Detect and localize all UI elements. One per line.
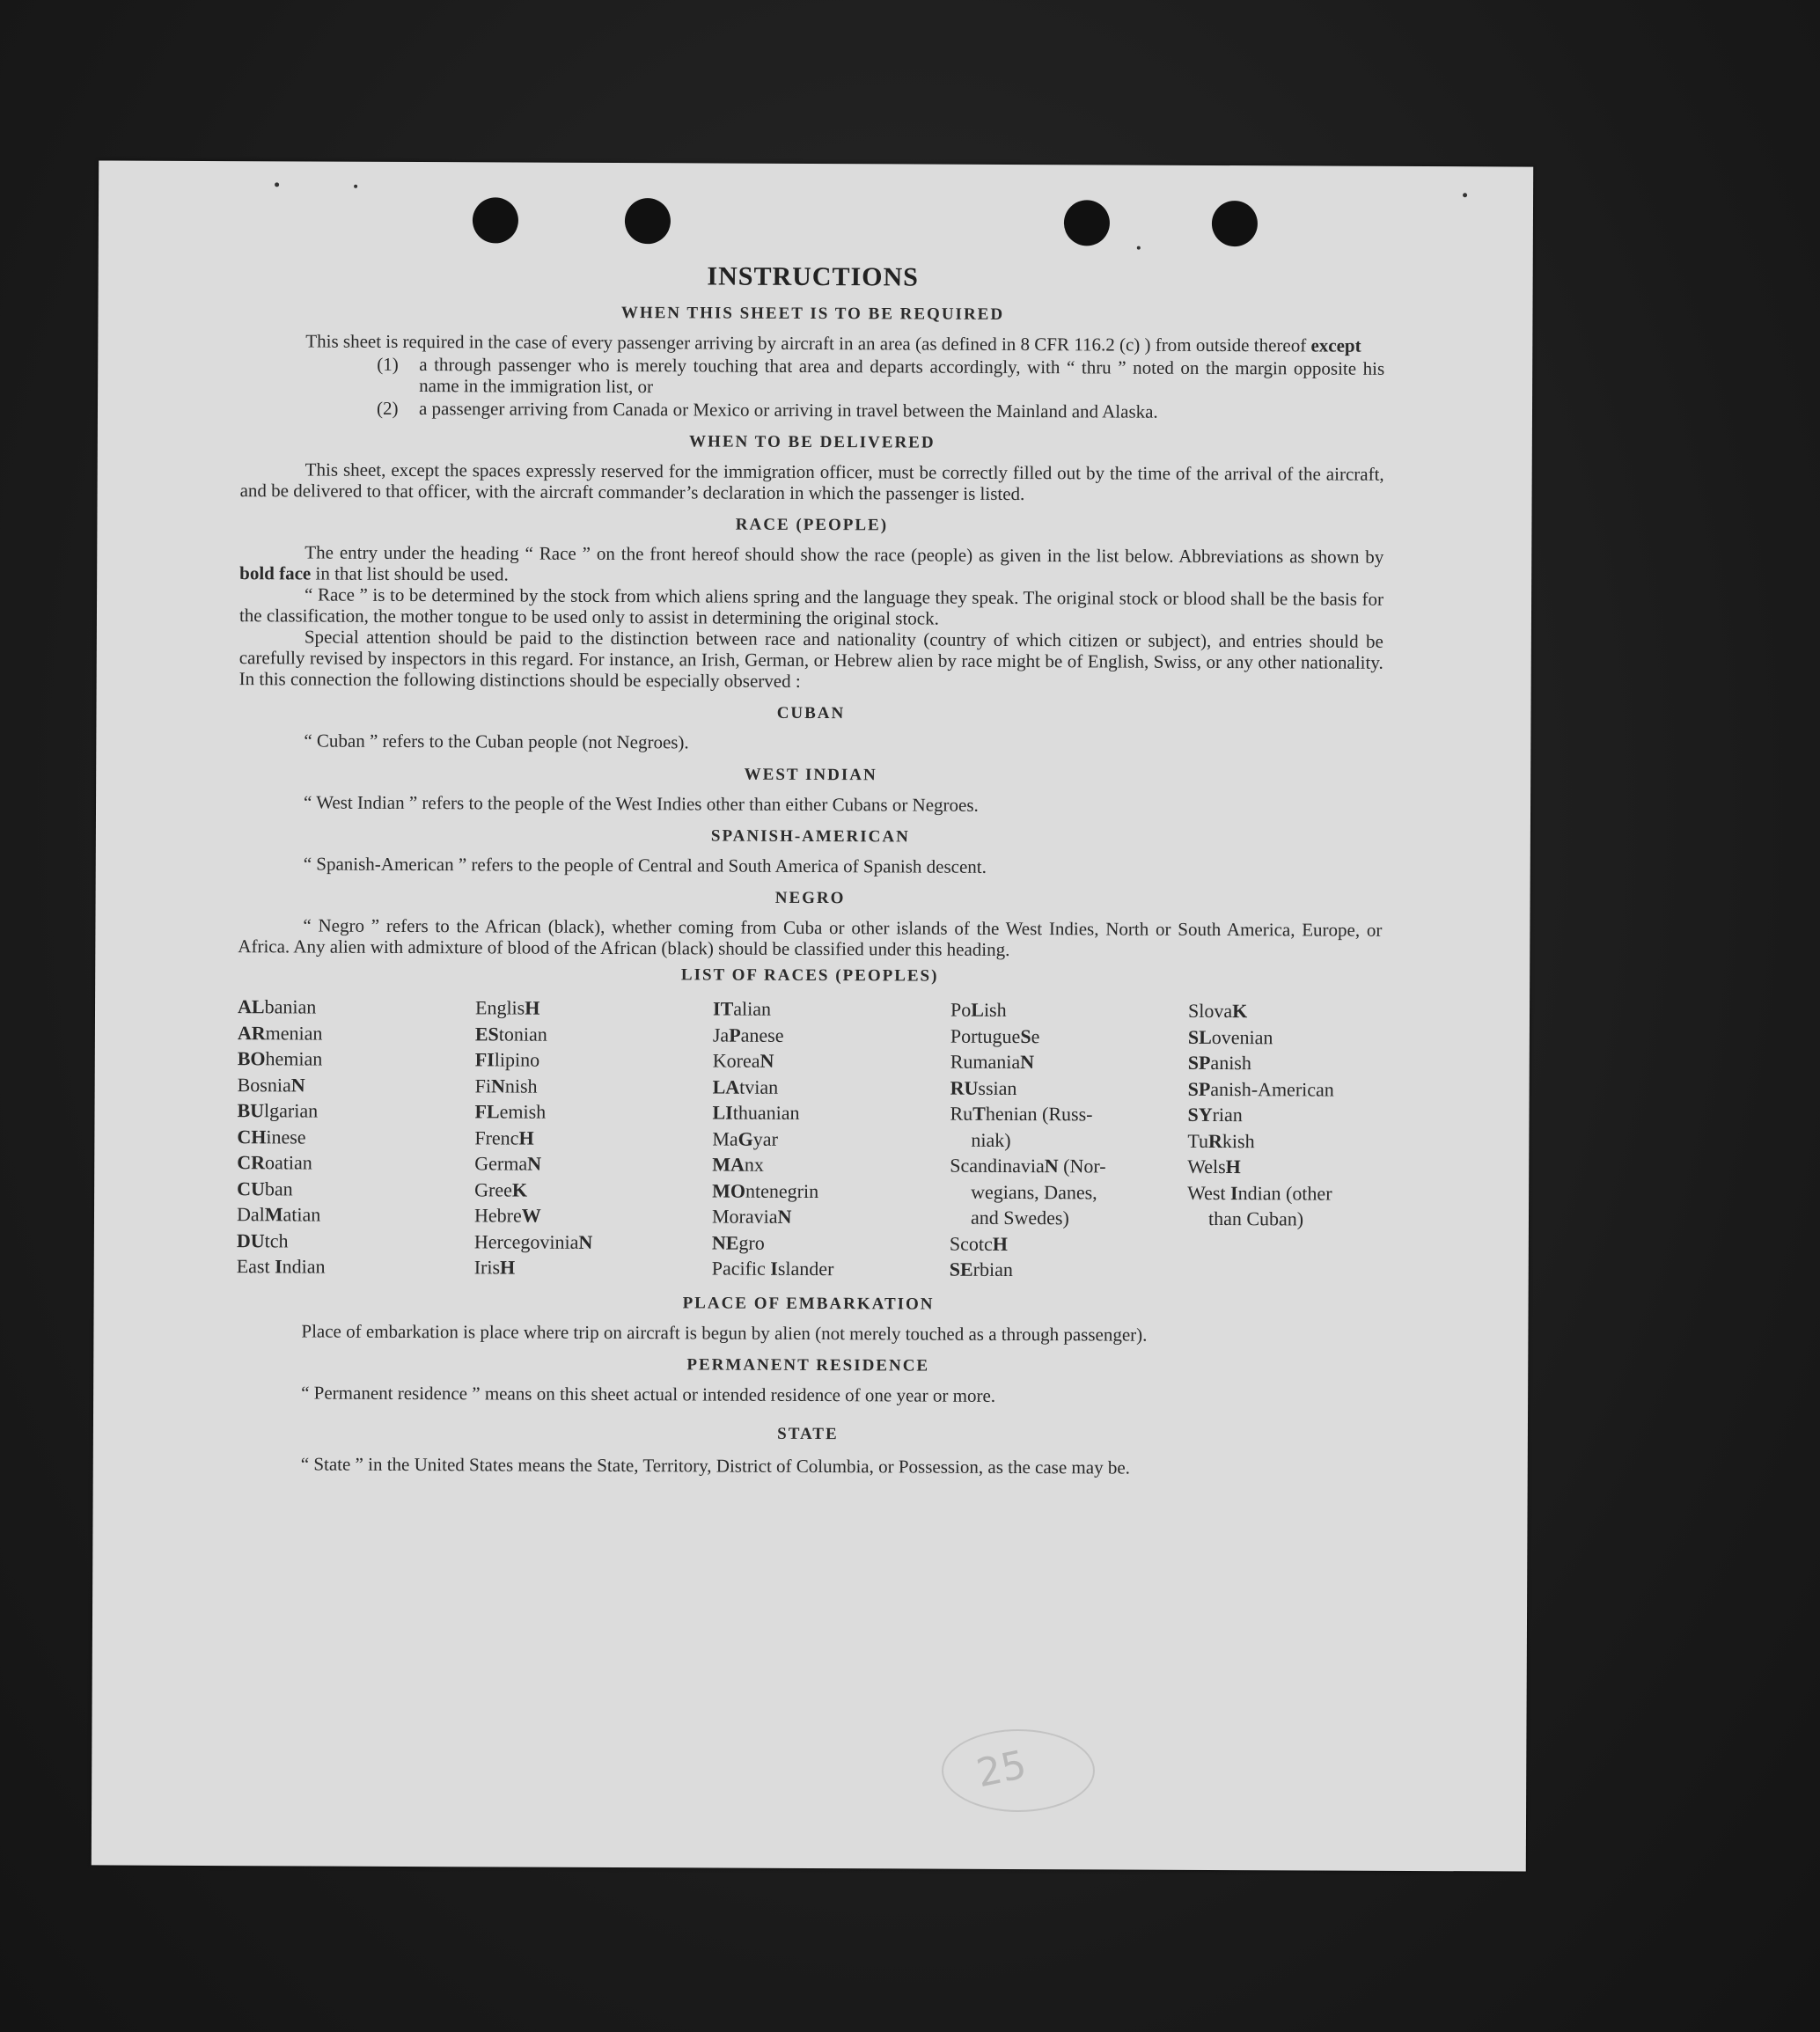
race-entry: ARmenian [237,1021,323,1045]
races-column [237,994,475,1280]
races-column [950,997,1188,1284]
speck [354,185,357,188]
race-entry: Pacific Islander [711,1257,834,1280]
heading-spanish-american: SPANISH-AMERICAN [710,826,910,847]
race-entry: DUtch [236,1229,289,1251]
punch-hole [1064,200,1110,246]
race-entry: CUban [237,1177,293,1199]
state-text: “ State ” in the United States means the State, Territory, District of Columbia, or Possession, as the case may be. [300,1452,1130,1478]
race-entry: IrisH [473,1256,516,1279]
heading-permanent-residence: PERMANENT RESIDENCE [686,1354,930,1375]
faint-stamp-number: 25 [972,1742,1031,1797]
when-delivered-text: This sheet, except the spaces expressly reserved for the immigration officer, must be correctly filled out by the time of the arrival of the aircraft, and be delivered to that officer, with the aircraft commander’s declaration in which the passenger is listed. [239,458,1384,505]
race-entry: MOntenegrin [712,1179,819,1202]
punch-hole [1212,201,1258,246]
races-list [237,994,1382,1284]
race-entry: KoreaN [712,1049,774,1072]
race-entry: CRoatian [237,1151,312,1174]
race-entry: ScandinaviaN (Nor- [950,1154,1106,1177]
race-entry: FiNnish [474,1074,538,1097]
punch-hole [473,197,518,243]
heading-negro: NEGRO [774,888,846,908]
race-entry: DalMatian [236,1203,321,1226]
when-required-intro: This sheet is required in the case of every passenger arriving by aircraft in an area (as defined in 8 CFR 116.2 (c) ) from outside thereof except [305,330,1361,356]
race-entry: niak) [971,1128,1011,1151]
race-entry: MAnx [712,1153,764,1176]
race-entry: NEgro [711,1231,765,1254]
race-entry: MoraviaN [711,1205,792,1228]
cuban-text: “ Cuban ” refers to the Cuban people (not Negroes). [304,730,689,753]
speck [1137,246,1141,250]
embarkation-text: Place of embarkation is place where trip on aircraft is begun by alien (not merely touched as a through passenger). [301,1319,1148,1346]
race-entry: than Cuban) [1207,1207,1304,1230]
race-entry: FLemish [474,1100,547,1123]
race-entry: East Indian [236,1255,326,1278]
race-entry: EnglisH [474,996,540,1019]
race-entry: BOhemian [237,1047,323,1070]
permanent-residence-text: “ Permanent residence ” means on this sheet actual or intended residence of one year or more. [301,1381,996,1406]
speck [275,182,279,187]
race-entry: GreeK [474,1177,528,1201]
race-entry: PoLish [950,998,1007,1021]
west-indian-text: “ West Indian ” refers to the people of the West Indies other than either Cubans or Negroes. [304,791,979,816]
race-entry: CHinese [237,1125,306,1148]
spanish-american-text: “ Spanish-American ” refers to the people of Central and South America of Spanish descent. [303,853,987,877]
race-entry: PortugueSe [950,1024,1040,1047]
race-entry: West Indian (other [1187,1181,1332,1205]
heading-state: STATE [777,1424,839,1443]
race-entry: SlovaK [1187,999,1248,1023]
heading-west-indian: WEST INDIAN [744,765,877,785]
race-entry: BosniaN [237,1073,305,1096]
page-title: INSTRUCTIONS [707,261,919,292]
exception-item-2: (2) a passenger arriving from Canada or Mexico or arriving in travel between the Mainland and Alaska. [376,397,1158,422]
heading-race: RACE (PEOPLE) [735,515,889,535]
punch-hole [625,198,671,244]
race-entry: wegians, Danes, [971,1180,1097,1203]
race-entry: and Swedes) [970,1206,1069,1229]
race-entry: ScotcH [949,1232,1008,1255]
race-entry: LIthuanian [712,1101,800,1124]
heading-list-of-races: LIST OF RACES (PEOPLES) [680,965,939,986]
race-entry: SPanish [1187,1051,1251,1075]
race-entry: SYrian [1187,1103,1243,1126]
heading-cuban: CUBAN [776,703,846,723]
race-entry: WelsH [1187,1155,1241,1178]
race-entry: SPanish-American [1187,1077,1334,1101]
race-entry: HebreW [473,1204,541,1227]
race-paragraph-1: The entry under the heading “ Race ” on the front hereof should show the race (people) as given in the list below. Abbreviations as shown by bold face in that list should be used. [239,541,1384,585]
races-column [474,994,713,1281]
race-entry: MaGyar [712,1127,778,1150]
race-entry: GermaN [474,1152,542,1175]
heading-when-delivered: WHEN TO BE DELIVERED [689,432,936,452]
race-entry: TuRkish [1187,1129,1255,1152]
race-entry: ITalian [712,997,772,1020]
race-entry: ALbanian [237,995,317,1018]
race-entry: HercegoviniaN [473,1229,593,1253]
negro-text: “ Negro ” refers to the African (black), whether coming from Cuba or other islands of the West Indies, North or South America, Europe, or Africa. Any alien with admixture of blood of the African (black) should be classified under this heading. [238,914,1383,960]
race-entry: LAtvian [712,1075,779,1098]
race-entry: RUssian [950,1076,1017,1099]
document-sheet [92,160,1533,1871]
race-entry: SErbian [949,1258,1013,1280]
race-entry: FIlipino [474,1048,540,1071]
heading-embarkation: PLACE OF EMBARKATION [682,1293,935,1314]
races-column [1187,998,1391,1285]
race-paragraph-3: Special attention should be paid to the distinction between race and nationality (country of which citizen or subject), and entries should be carefully revised by inspectors in this regard. For instance, an Irish, German, or Hebrew alien by race might be of English, Swiss, or any other nationality. In this connection the following distinctions should be especially observed : [239,626,1383,692]
race-entry: SLovenian [1187,1025,1273,1048]
exception-item-1: (1) a through passenger who is merely touching that area and departs accordingly, with “ thru ” noted on the margin opposite his name in the immigration list, or [377,353,1385,398]
race-entry: BUlgarian [237,1099,319,1122]
race-entry: RuThenian (Russ- [950,1102,1093,1126]
speck [1463,193,1467,197]
race-entry: EStonian [474,1022,547,1045]
race-entry: RumaniaN [950,1050,1035,1074]
race-entry: JaPanese [712,1023,784,1046]
instructions-content [236,260,1385,1481]
heading-when-required: WHEN THIS SHEET IS TO BE REQUIRED [620,304,1005,324]
race-entry: FrencH [474,1126,534,1149]
race-paragraph-2: “ Race ” is to be determined by the stock from which aliens spring and the language they speak. The original stock or blood shall be the basis for the classification, the mother tongue to be used only to assist in determining the original stock. [239,583,1384,629]
races-column [712,996,950,1283]
